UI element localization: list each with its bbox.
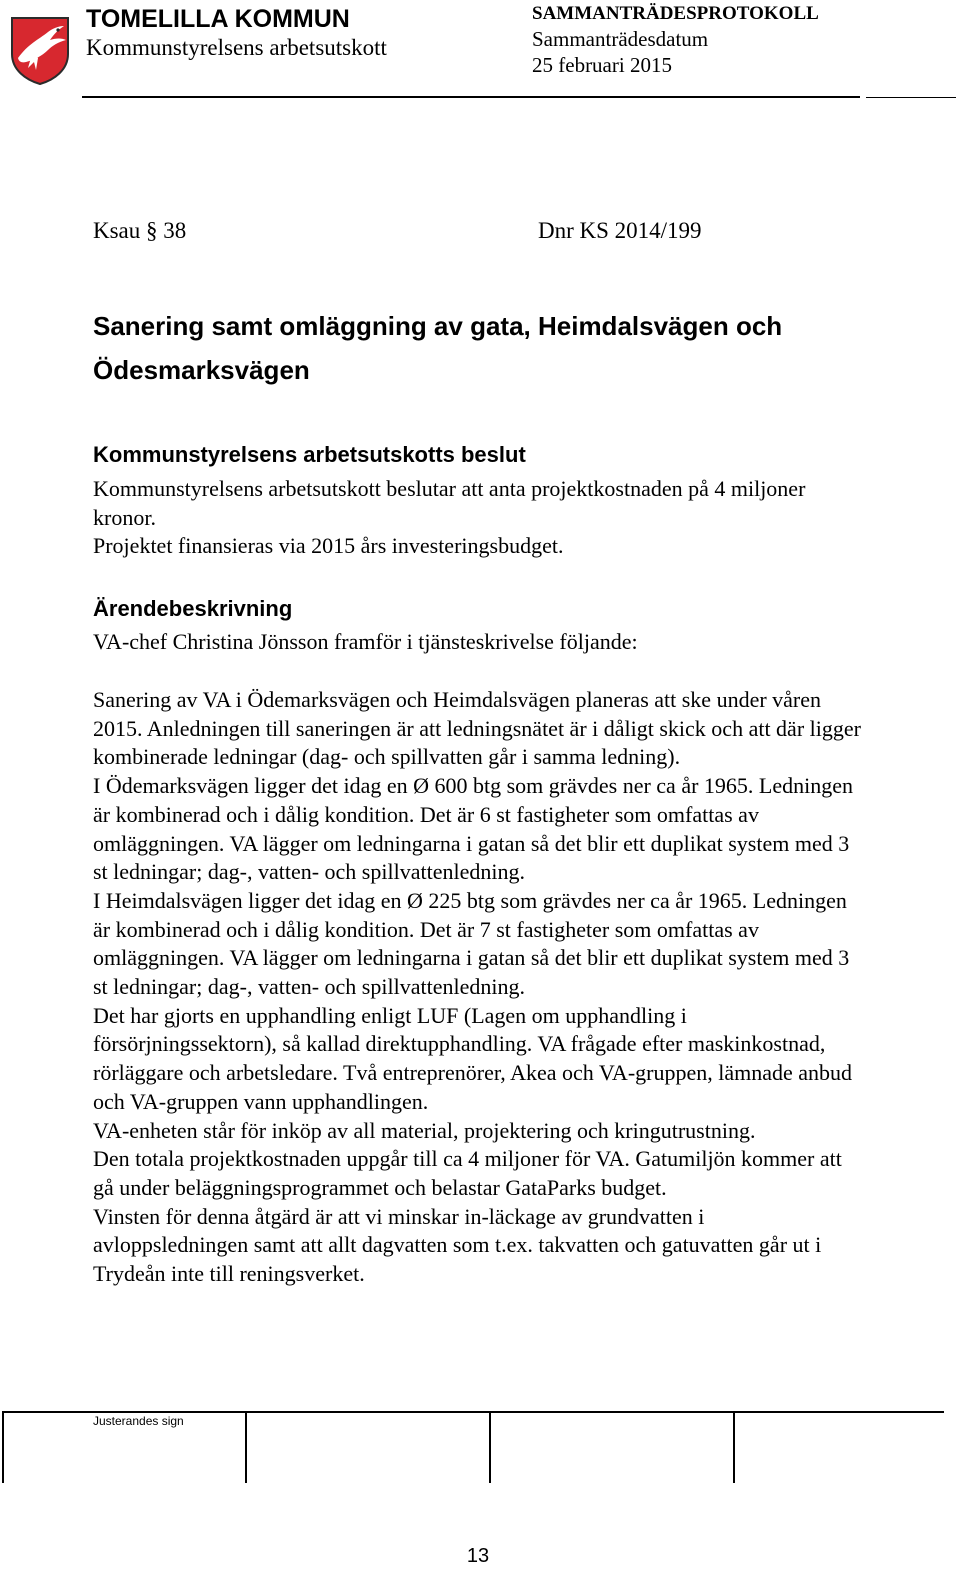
signature-cell-border: [245, 1413, 247, 1483]
page-number: [0, 1543, 960, 1569]
body-paragraph: Vinsten för denna åtgärd är att vi minskar in-läckage av grundvatten i avloppsledningen samt att allt dagvatten som t.ex. takvatten och gatuvatten går ut i Trydeån inte till reningsverket.: [93, 1203, 822, 1287]
intro-paragraph: VA-chef Christina Jönsson framför i tjänsteskrivelse följande:: [93, 629, 638, 654]
header-divider: [82, 96, 860, 98]
body-paragraph: I Heimdalsvägen ligger det idag en Ø 225 btg som grävdes ner ca år 1965. Ledningen är kombinerad och i dålig kondition. Det är 7 st fastigheter som omfattas av omläggningen. VA lägger om ledningarna i gatan så det blir ett duplikat system med 3 st ledningar; dag-, vatten- och spillvattenledning.: [93, 887, 850, 1000]
description-heading: Ärendebeskrivning: [93, 596, 293, 621]
body-paragraph: Den totala projektkostnaden uppgår till ca 4 miljoner för VA. Gatumiljön kommer att gå under beläggningsprogrammet och belastar GataParks budget.: [93, 1146, 842, 1200]
meeting-date: 25 februari 2015: [532, 53, 672, 77]
decision-text: [93, 475, 863, 561]
meeting-date-label: Sammanträdesdatum: [532, 27, 709, 51]
signature-table-top-border: [2, 1411, 944, 1413]
decision-paragraph: Projektet finansieras via 2015 års investeringsbudget.: [93, 533, 564, 559]
body-paragraph: Sanering av VA i Ödemarksvägen och Heimdalsvägen planeras att ske under våren 2015. Anledningen till saneringen är att ledningsnätet är i dåligt skick och att där ligger kombinerade ledningar (dag- och spillvatten går i samma ledning).: [93, 687, 861, 770]
department-name: Kommunstyrelsens arbetsutskott: [86, 35, 387, 60]
decision-heading: Kommunstyrelsens arbetsutskotts beslut: [93, 442, 526, 467]
municipal-coat-of-arms-icon: [8, 14, 72, 86]
signature-cell-border: [2, 1413, 4, 1483]
signature-cell-border: [489, 1413, 491, 1483]
page-title: Sanering samt omläggning av gata, Heimdalsvägen och Ödesmarksvägen: [93, 311, 783, 385]
decision-paragraph: Kommunstyrelsens arbetsutskott beslutar att anta projektkostnaden på 4 miljoner kronor.: [93, 476, 806, 530]
page-number-text: 13: [466, 1545, 490, 1567]
header-divider-right: [866, 97, 956, 98]
description-intro: [93, 628, 863, 657]
signature-label: Justerandes sign: [93, 1414, 184, 1428]
body-paragraph: I Ödemarksvägen ligger det idag en Ø 600 btg som grävdes ner ca år 1965. Ledningen är kombinerad och i dålig kondition. Det är 6 st fastigheter som omfattas av omläggningen. VA lägger om ledningarna i gatan så det blir ett duplikat system med 3 st ledningar; dag-, vatten- och spillvattenledning.: [93, 773, 853, 885]
organization-name: TOMELILLA KOMMUN: [86, 5, 350, 33]
body-paragraph: VA-enheten står för inköp av all material, projektering och kringutrustning.: [93, 1117, 756, 1143]
document-type: SAMMANTRÄDESPROTOKOLL: [532, 3, 819, 24]
diary-number: Dnr KS 2014/199: [538, 218, 702, 243]
description-body: [93, 686, 863, 1289]
body-paragraph: Det har gjorts en upphandling enligt LUF (Lagen om upphandling i försörjningssektorn), så kallad direktupphandling. VA frågade efter maskinkostnad, rörläggare och arbetsledare. Två entreprenörer, Akea och VA-gruppen, lämnade anbud och VA-gruppen vann upphandlingen.: [93, 1002, 853, 1114]
case-reference: Ksau § 38: [93, 218, 187, 243]
signature-cell-border: [733, 1413, 735, 1483]
